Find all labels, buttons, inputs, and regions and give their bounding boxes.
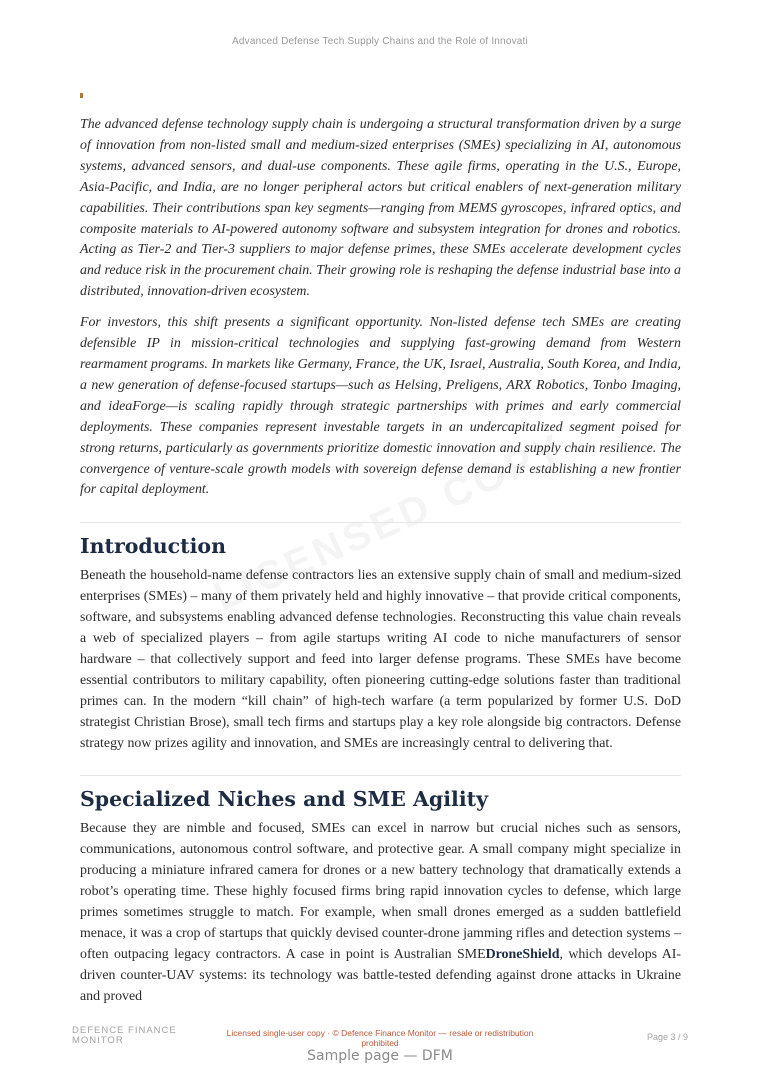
abstract-paragraph-2: For investors, this shift presents a significant opportunity. Non-listed defense tech SMEs are creating defensible IP in mission-critical technologies and supplying fast-growing demand from Western rearmament programs. In markets like Germany, France, the UK, Israel, Australia, South Korea, and India, a new generation of defense-focused startups—such as Helsing, Preligens, ARX Robotics, Tonbo Imaging, and ideaForge—is scaling rapidly through strategic partnerships with primes and early commercial deployments. These companies represent investable targets in an undercapitalized segment poised for strong returns, particularly as governments prioritize domestic innovation and supply chain resilience. The convergence of venture-scale growth models with sovereign defense demand is establishing a new frontier for capital deployment. xyxy=(80,315,681,498)
introduction-paragraph: Beneath the household-name defense contractors lies an extensive supply chain of small and medium-sized enterprises (SMEs) – many of them privately held and highly innovative – that provide critical components, software, and subsystems enabling advanced defense technologies. Reconstructing this value chain reveals a web of specialized players – from agile startups writing AI code to niche manufacturers of sensor hardware – that collectively support and feed into larger defense programs. These SMEs have become essential contributors to military capability, often pioneering cutting-edge solutions faster than traditional primes can. In the modern “kill chain” of high-tech warfare (a term popularized by former U.S. DoD strategist Christian Brose), small tech firms and startups play a key role alongside big contractors. Defense strategy now prizes agility and innovation, and SMEs are increasingly central to delivering that. xyxy=(80,568,681,751)
sample-label: Sample page — DFM xyxy=(307,1048,453,1064)
footer-license-notice: Licensed single-user copy · © Defence Finance Monitor — resale or redistribution prohibited xyxy=(226,1028,534,1048)
document-body xyxy=(80,115,681,1008)
footer-publisher: DEFENCE FINANCE MONITOR xyxy=(72,1025,177,1046)
paragraph-text: , which develops AI-driven counter-UAV systems: its technology was battle-tested defending against drone attacks in Ukraine and proved xyxy=(80,946,681,1004)
section-heading-specialized-niches: Specialized Niches and SME Agility xyxy=(80,787,488,812)
abstract-paragraph-1: The advanced defense technology supply chain is undergoing a structural transformation driven by a surge of innovation from non-listed small and medium-sized enterprises (SMEs) specializing in AI, autonomous systems, advanced sensors, and dual-use components. These agile firms, operating in the U.S., Europe, Asia-Pacific, and India, are no longer peripheral actors but critical enablers of next-generation military capabilities. Their contributions span key segments—ranging from MEMS gyroscopes, infrared optics, and composite materials to AI-powered autonomy software and subsystem integration for drones and robotics. Acting as Tier-2 and Tier-3 suppliers to major defense primes, these SMEs accelerate development cycles and reduce risk in the procurement chain. Their growing role is reshaping the defense industrial base into a distributed, innovation-driven ecosystem. xyxy=(80,117,681,300)
paragraph-text: Because they are nimble and focused, SMEs can excel in narrow but crucial niches such as sensors, communications, autonomous control software, and protective gear. A small company might specialize in producing a miniature infrared camera for drones or a new battery technology that dramatically extends a robot’s operating time. These highly focused firms bring rapid innovation cycles to defense, which large primes sometimes struggle to match. For example, when small drones emerged as a sudden battlefield menace, it was a crop of startups that quickly devised counter-drone jamming rifles and detection systems – often outpacing legacy contractors. A case in point is Australian SME xyxy=(80,821,681,962)
specialized-niches-paragraph xyxy=(80,819,681,1007)
running-header: Advanced Defense Tech Supply Chains and the Role of Innovati xyxy=(232,36,528,47)
section-divider xyxy=(80,775,681,776)
section-heading-introduction: Introduction xyxy=(80,534,226,559)
company-name-droneshield: DroneShield xyxy=(485,946,560,962)
section-divider xyxy=(80,522,681,523)
footer-page-indicator: Page 3 / 9 xyxy=(646,1032,688,1042)
accent-marker xyxy=(80,93,83,98)
